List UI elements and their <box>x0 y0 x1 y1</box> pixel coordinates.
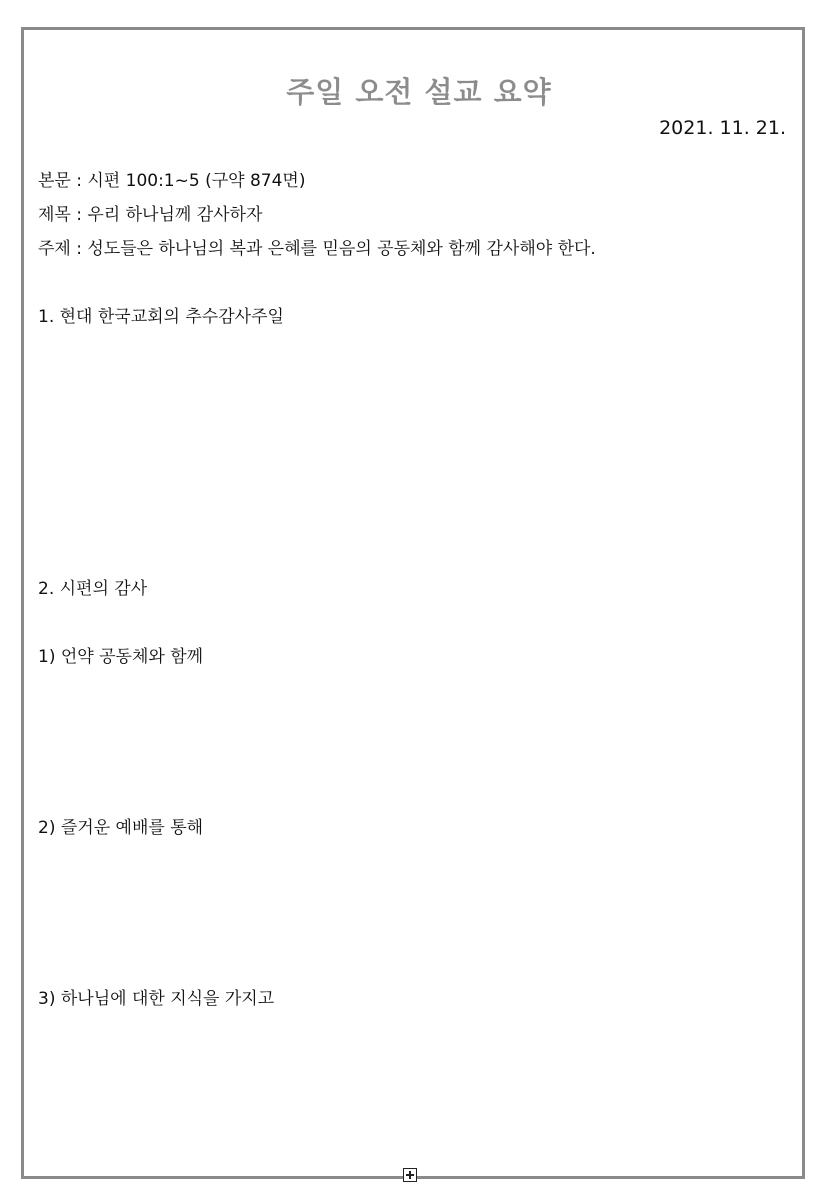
subsection-heading-3: 3) 하나님에 대한 지식을 가지고 <box>38 989 275 1009</box>
plus-box-icon[interactable] <box>403 1168 417 1182</box>
section-heading-1: 1. 현대 한국교회의 추수감사주일 <box>38 307 284 327</box>
subsection-heading-2: 2) 즐거운 예배를 통해 <box>38 818 204 838</box>
document-title: 주일 오전 설교 요약 <box>286 75 552 109</box>
document-date: 2021. 11. 21. <box>659 117 786 139</box>
subsection-heading-1: 1) 언약 공동체와 함께 <box>38 647 204 667</box>
section-heading-2: 2. 시편의 감사 <box>38 579 148 599</box>
passage-line: 본문 : 시편 100:1~5 (구약 874면) <box>38 171 306 191</box>
theme-line: 주제 : 성도들은 하나님의 복과 은혜를 믿음의 공동체와 함께 감사해야 한다. <box>38 239 596 259</box>
subject-line: 제목 : 우리 하나님께 감사하자 <box>38 205 263 225</box>
